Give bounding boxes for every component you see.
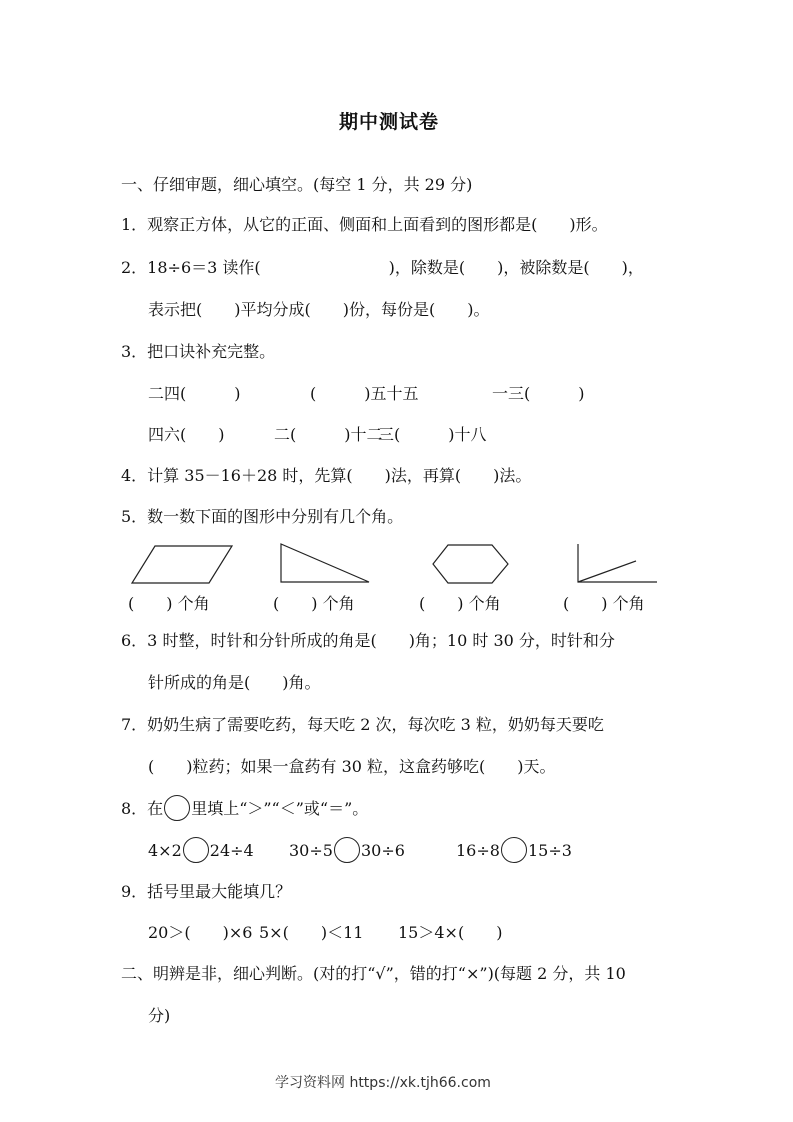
shape-caption: ( ) 个角: [563, 594, 645, 613]
page-title: 期中测试卷: [339, 111, 440, 133]
q8-item: 16÷8 15÷3: [456, 837, 572, 863]
question-7-line2: ( )粒药；如果一盒药有 30 粒，这盒药够吃( )天。: [148, 757, 556, 776]
q3-item: 三( )十八: [378, 425, 487, 444]
angle-shape: [578, 544, 657, 582]
right-triangle-shape: [281, 544, 369, 582]
q3-item: 二四( ): [148, 384, 241, 403]
q8-item: 30÷5 30÷6: [289, 837, 405, 863]
parallelogram-shape: [132, 546, 232, 583]
question-4: 4．计算 35－16＋28 时，先算( )法，再算( )法。: [121, 466, 532, 485]
q3-item: 四六( ): [148, 425, 225, 444]
section1-heading: 一、仔细审题，细心填空。(每空 1 分，共 29 分): [121, 175, 473, 194]
q9-item: 20＞( )×6: [148, 923, 253, 942]
q9-item: 15＞4×( ): [398, 923, 503, 942]
question-6-line2: 针所成的角是( )角。: [148, 673, 321, 692]
question-2-line2: 表示把( )平均分成( )份，每份是( )。: [148, 300, 490, 319]
compare-circle[interactable]: [164, 795, 190, 821]
shape-caption: ( ) 个角: [419, 594, 501, 613]
q3-item: 一三( ): [492, 384, 585, 403]
q3-item: 二( )十二: [274, 425, 383, 444]
question-1: 1．观察正方体，从它的正面、侧面和上面看到的图形都是( )形。: [121, 215, 608, 234]
q3-item: ( )五十五: [310, 384, 419, 403]
footer-watermark: 学习资料网 https://xk.tjh66.com: [275, 1075, 491, 1091]
q8-item: 4×2 24÷4: [148, 837, 254, 863]
question-9: 9．括号里最大能填几？: [121, 882, 292, 901]
shape-caption: ( ) 个角: [273, 594, 355, 613]
shape-caption: ( ) 个角: [128, 594, 210, 613]
q9-item: 5×( )＜11: [259, 923, 364, 942]
section2-heading-line2: 分): [148, 1006, 171, 1025]
compare-circle[interactable]: [183, 837, 209, 863]
question-5: 5．数一数下面的图形中分别有几个角。: [121, 507, 404, 526]
q8-prefix: 8．在: [121, 799, 164, 818]
compare-circle[interactable]: [501, 837, 527, 863]
question-6-line1: 6．3 时整，时针和分针所成的角是( )角；10 时 30 分，时针和分: [121, 631, 615, 650]
question-3: 3．把口诀补充完整。: [121, 342, 276, 361]
compare-circle[interactable]: [334, 837, 360, 863]
question-7-line1: 7．奶奶生病了需要吃药，每天吃 2 次，每次吃 3 粒，奶奶每天要吃: [121, 715, 604, 734]
question-2-line1: 2．18÷6＝3 读作( )，除数是( )，被除数是( )，: [121, 258, 644, 277]
hexagon-shape: [433, 545, 508, 583]
section2-heading-line1: 二、明辨是非，细心判断。(对的打“√”，错的打“×”)(每题 2 分，共 10: [121, 964, 626, 983]
question-8: [121, 795, 368, 821]
q8-suffix: 里填上“＞”“＜”或“＝”。: [191, 799, 369, 818]
